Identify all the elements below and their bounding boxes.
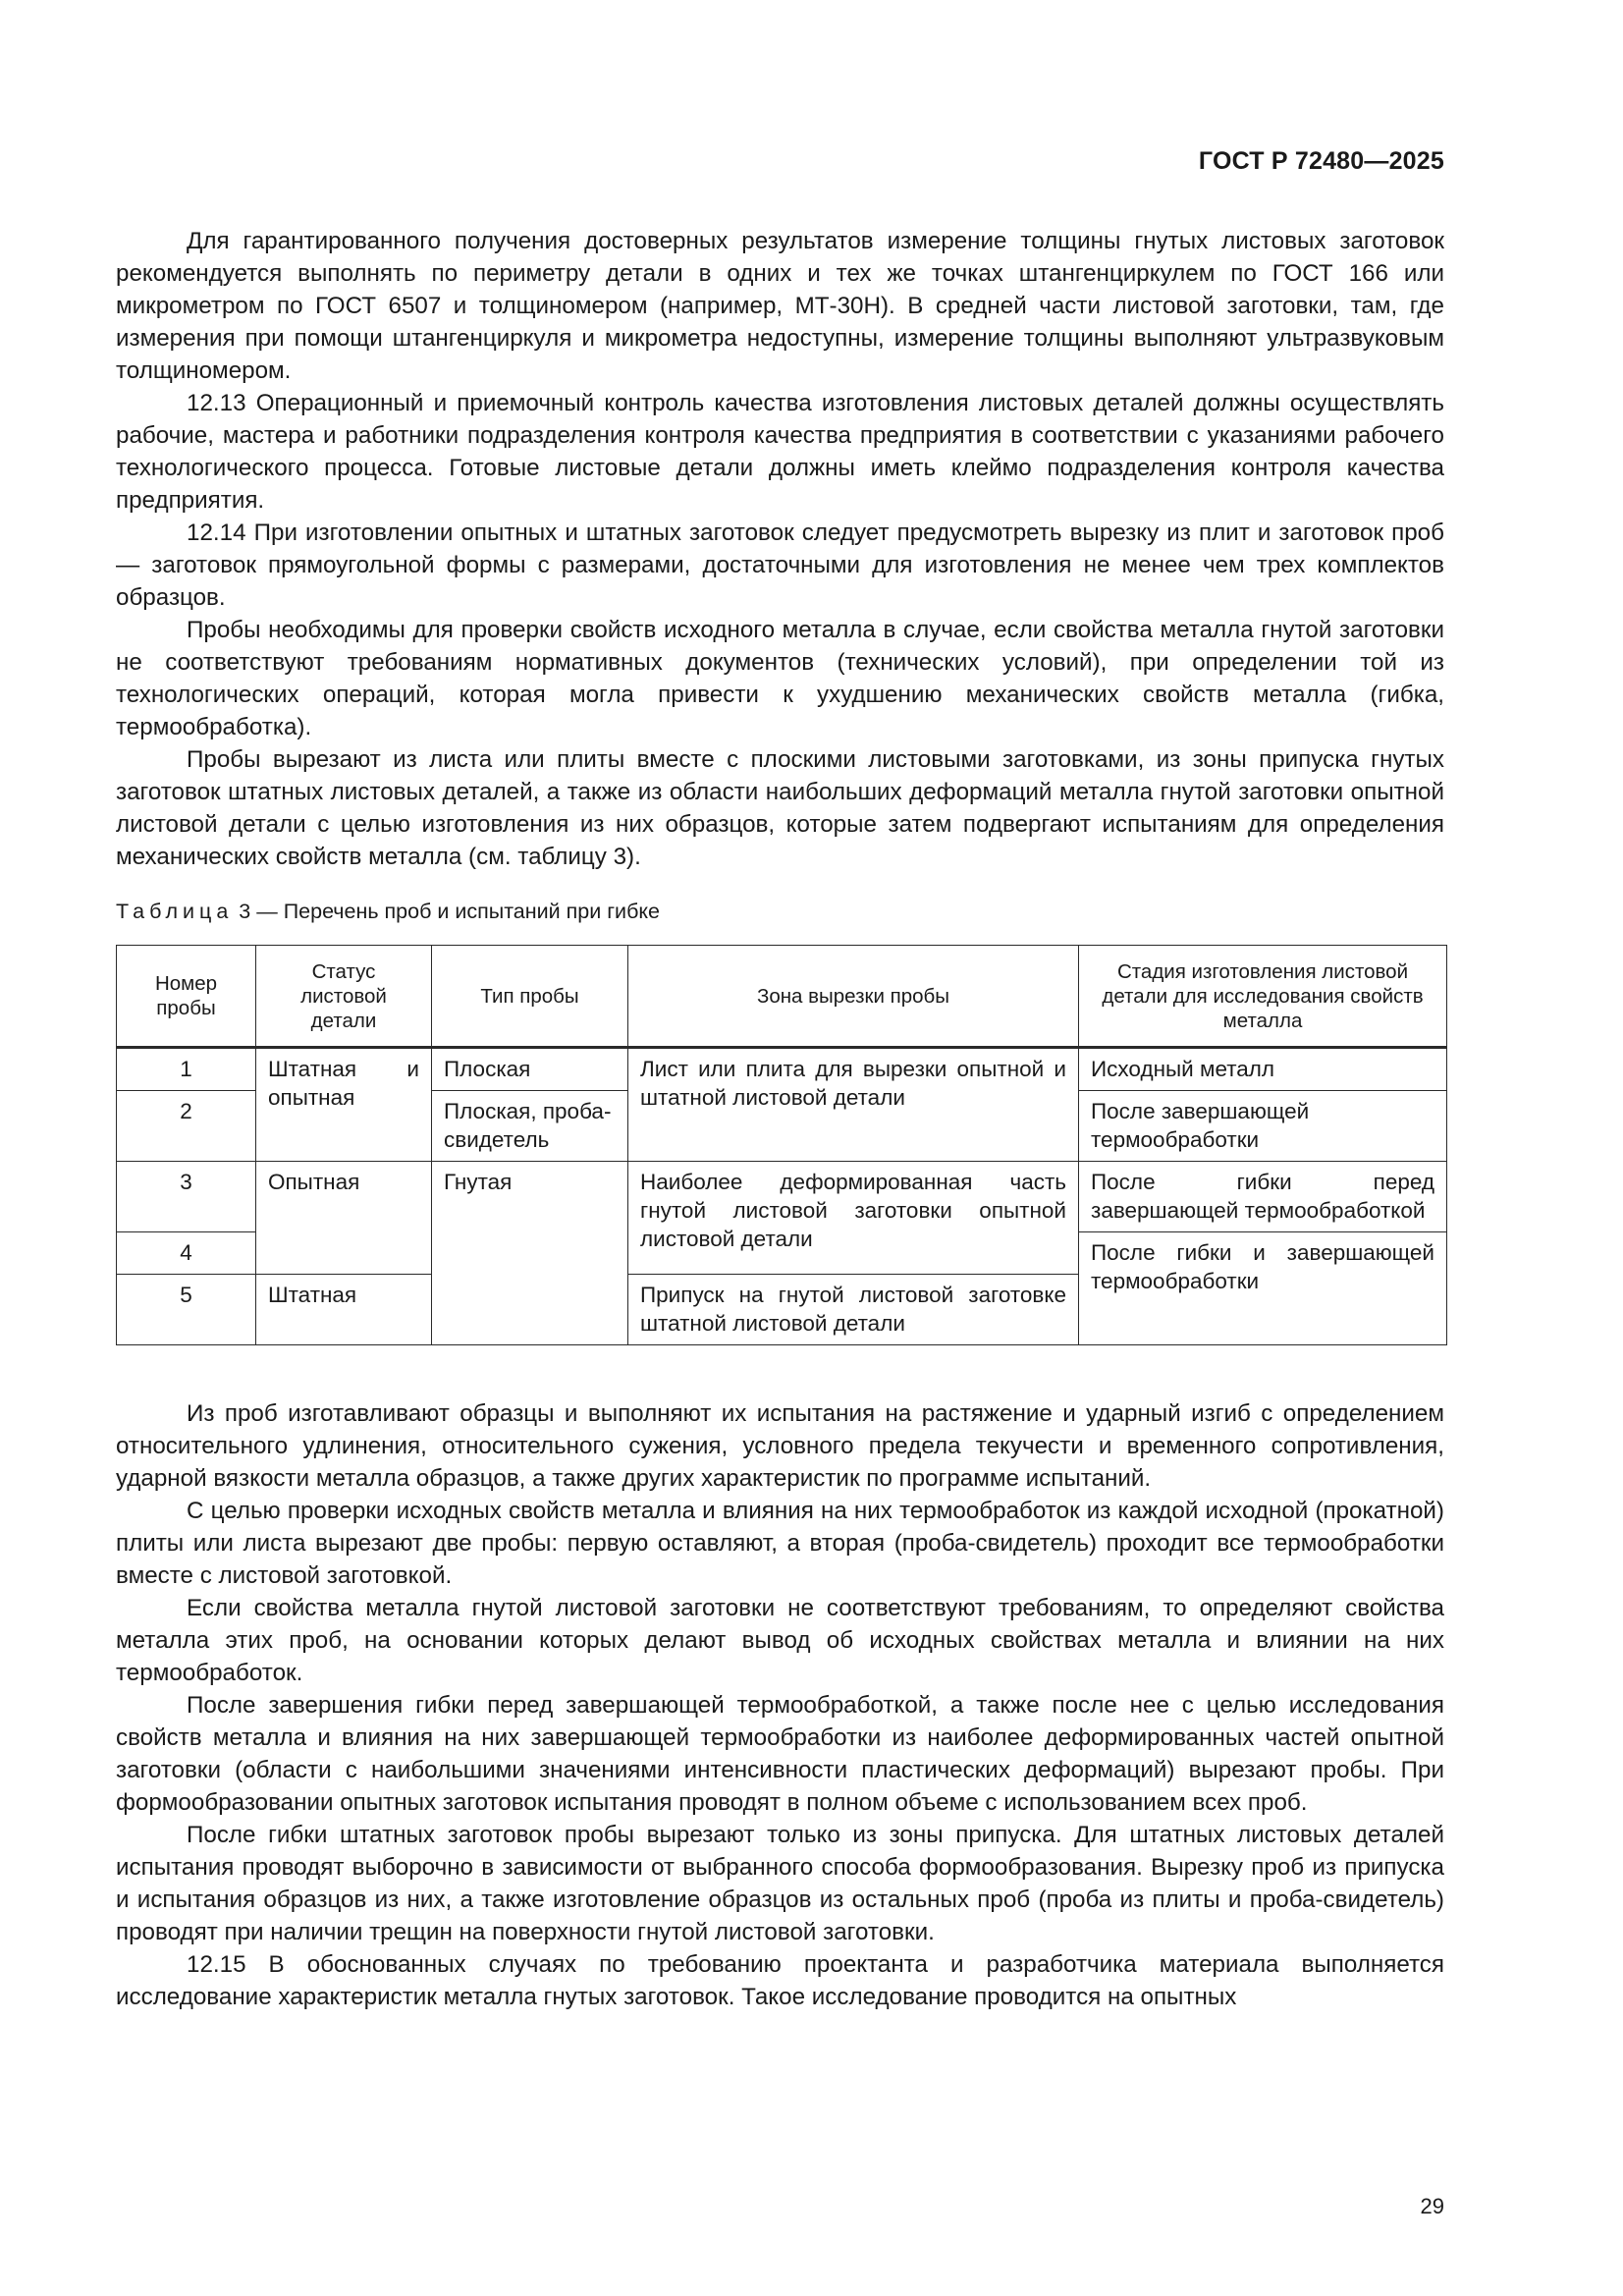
column-header-manufacturing-stage: Стадия изготовления листовой детали для исследования свойств металла xyxy=(1079,946,1447,1048)
cell-number: 5 xyxy=(117,1275,256,1345)
table-header-row xyxy=(117,946,1447,1048)
body-text-top xyxy=(116,225,1444,873)
paragraph-12-15: 12.15 В обоснованных случаях по требованию проектанта и разработчика материала выполняется исследование характеристик металла гнутых заготовок. Такое исследование проводится на опытных xyxy=(116,1951,1444,2010)
paragraph: С целью проверки исходных свойств металла и влияния на них термообработок из каждой исходной (прокатной) плиты или листа вырезают две пробы: первую оставляют, а вторая (проба-свидетель) проходит все термообработки вместе с листовой заготовкой. xyxy=(116,1498,1444,1589)
column-header-cut-zone: Зона вырезки пробы xyxy=(628,946,1079,1048)
cell-number: 4 xyxy=(117,1232,256,1275)
table-caption xyxy=(116,900,660,924)
cell-number: 1 xyxy=(117,1048,256,1091)
column-header-sample-type: Тип пробы xyxy=(432,946,628,1048)
cell-stage: После завершающей термообработки xyxy=(1079,1091,1447,1162)
cell-type: Плоская, проба-свидетель xyxy=(432,1091,628,1162)
cell-type: Плоская xyxy=(432,1048,628,1091)
column-header-part-status: Статус листовой детали xyxy=(256,946,432,1048)
paragraph: Пробы вырезают из листа или плиты вместе с плоскими листовыми заготовками, из зоны припуска гнутых заготовок штатных листовых деталей, а также из области наибольших деформаций металла гнутой заготовки опытной листовой детали с целью изготовления из них образцов, которые затем подвергают испытаниям для определения механических свойств металла (см. таблицу 3). xyxy=(116,746,1444,870)
cell-stage: После гибки перед завершающей термообработкой xyxy=(1079,1162,1447,1232)
cell-status: Штатная и опытная xyxy=(256,1048,432,1162)
table-caption-word: Таблица xyxy=(116,900,234,923)
cell-zone: Лист или плита для вырезки опытной и штатной листовой детали xyxy=(628,1048,1079,1162)
table-row xyxy=(117,1048,1447,1091)
column-header-sample-number: Номер пробы xyxy=(117,946,256,1048)
samples-table-container xyxy=(116,945,1446,1345)
paragraph: Для гарантированного получения достоверных результатов измерение толщины гнутых листовых заготовок рекомендуется выполнять по периметру детали в одних и тех же точках штангенциркулем по ГОСТ 166 или микрометром по ГОСТ 6507 и толщиномером (например, МТ-30Н). В средней части листовой заготовки, там, где измерения при помощи штангенциркуля и микрометра недоступны, измерение толщины выполняют ультразвуковым толщиномером. xyxy=(116,228,1444,384)
paragraph: Пробы необходимы для проверки свойств исходного металла в случае, если свойства металла гнутой заготовки не соответствуют требованиям нормативных документов (технических условий), при определении той из технологических операций, которая могла привести к ухудшению механических свойств металла (гибка, термообработка). xyxy=(116,617,1444,740)
cell-number: 3 xyxy=(117,1162,256,1232)
paragraph-12-13: 12.13 Операционный и приемочный контроль качества изготовления листовых деталей должны осуществлять рабочие, мастера и работники подразделения контроля качества предприятия в соответствии с указаниями рабочего технологического процесса. Готовые листовые детали должны иметь клеймо подразделения контроля качества предприятия. xyxy=(116,390,1444,514)
cell-zone: Наиболее деформированная часть гнутой листовой заготовки опытной листовой детали xyxy=(628,1162,1079,1275)
cell-stage: После гибки и завершающей термообработки xyxy=(1079,1232,1447,1345)
samples-table xyxy=(116,945,1447,1345)
table-row xyxy=(117,1162,1447,1232)
paragraph-12-14: 12.14 При изготовлении опытных и штатных заготовок следует предусмотреть вырезку из плит и заготовок проб — заготовок прямоугольной формы с размерами, достаточными для изготовления не менее чем трех комплектов образцов. xyxy=(116,519,1444,611)
paragraph: После завершения гибки перед завершающей термообработкой, а также после нее с целью исследования свойств металла и влияния на них завершающей термообработки из наиболее деформированных частей опытной заготовки (области с наибольшими значениями интенсивности пластических деформаций) вырезают пробы. При формообразовании опытных заготовок испытания проводят в полном объеме с использованием всех проб. xyxy=(116,1692,1444,1816)
document-code: ГОСТ Р 72480—2025 xyxy=(1198,147,1444,175)
cell-type: Гнутая xyxy=(432,1162,628,1345)
paragraph: Если свойства металла гнутой листовой заготовки не соответствуют требованиям, то определяют свойства металла этих проб, на основании которых делают вывод об исходных свойствах металла и влиянии на них термообработок. xyxy=(116,1595,1444,1686)
cell-status: Штатная xyxy=(256,1275,432,1345)
body-text-bottom xyxy=(116,1397,1444,2013)
cell-status: Опытная xyxy=(256,1162,432,1275)
table-caption-title: 3 — Перечень проб и испытаний при гибке xyxy=(239,900,660,923)
cell-stage: Исходный металл xyxy=(1079,1048,1447,1091)
paragraph: После гибки штатных заготовок пробы вырезают только из зоны припуска. Для штатных листовых деталей испытания проводят выборочно в зависимости от выбранного способа формообразования. Вырезку проб из припуска и испытания образцов из них, а также изготовление образцов из остальных проб (проба из плиты и проба-свидетель) проводят при наличии трещин на поверхности гнутой листовой заготовки. xyxy=(116,1822,1444,1945)
cell-zone: Припуск на гнутой листовой заготовке штатной листовой детали xyxy=(628,1275,1079,1345)
page-number: 29 xyxy=(1420,2194,1444,2218)
cell-number: 2 xyxy=(117,1091,256,1162)
paragraph: Из проб изготавливают образцы и выполняют их испытания на растяжение и ударный изгиб с определением относительного удлинения, относительного сужения, условного предела текучести и временного сопротивления, ударной вязкости металла образцов, а также других характеристик по программе испытаний. xyxy=(116,1400,1444,1492)
